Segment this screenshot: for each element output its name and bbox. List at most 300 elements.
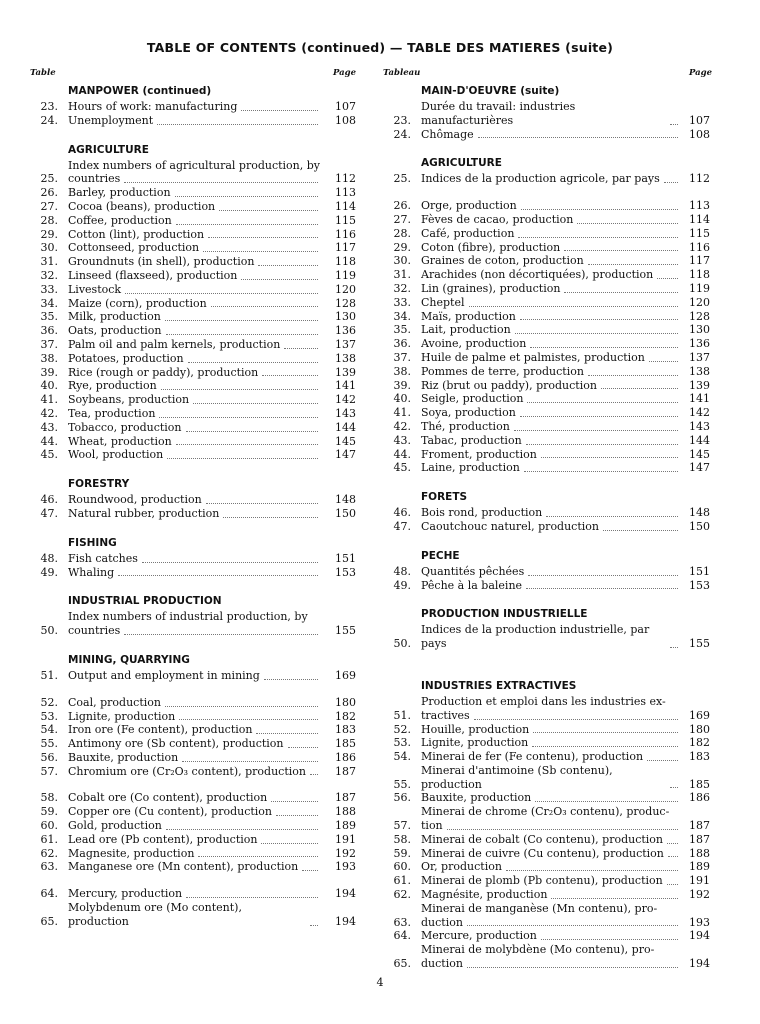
entry-title	[68, 241, 322, 255]
toc-entry[interactable]	[30, 833, 356, 847]
toc-entry[interactable]	[30, 669, 356, 683]
toc-entry[interactable]	[30, 269, 356, 283]
dot-leader	[527, 402, 678, 403]
dot-leader	[166, 334, 319, 335]
table-number: 61.	[393, 874, 411, 888]
entry-title	[421, 565, 682, 579]
section-heading: INDUSTRIES EXTRACTIVES	[421, 679, 577, 692]
entry-title	[421, 268, 682, 282]
table-number: 26.	[40, 186, 58, 200]
entry-label: Minerai d'antimoine (Sb contenu), production	[421, 763, 613, 791]
entry-label: Groundnuts (in shell), production	[68, 255, 255, 269]
toc-entry[interactable]	[30, 241, 356, 255]
table-number: 50.	[40, 624, 58, 638]
table-number: 55.	[40, 737, 58, 751]
toc-entry[interactable]	[383, 351, 710, 365]
section-gap	[383, 141, 710, 154]
toc-entry[interactable]	[383, 750, 710, 764]
page-ref: 148	[689, 506, 710, 520]
toc-entry[interactable]	[30, 847, 356, 861]
entry-label: Cheptel	[421, 295, 465, 309]
page-ref: 183	[335, 723, 356, 737]
entry-label: Minerai de cuivre (Cu contenu), production	[421, 846, 664, 860]
entry-title	[68, 901, 322, 929]
entry-title	[68, 214, 322, 228]
dot-leader	[165, 706, 318, 707]
page-ref: 180	[335, 695, 356, 709]
entry-title	[68, 338, 322, 352]
toc-entry[interactable]	[30, 493, 356, 507]
table-number: 63.	[40, 860, 58, 874]
table-number: 31.	[393, 268, 411, 282]
dot-leader	[241, 279, 318, 280]
entry-label: Rye, production	[68, 379, 157, 393]
dot-leader	[469, 306, 678, 307]
table-number: 38.	[40, 351, 58, 365]
section-gap	[383, 534, 710, 547]
dot-leader	[256, 733, 318, 734]
section-gap	[30, 579, 356, 592]
page-ref: 182	[689, 736, 710, 750]
entry-title	[421, 860, 682, 874]
toc-entry[interactable]	[30, 887, 356, 901]
entry-title	[68, 352, 322, 366]
entry-label: Huile de palme et palmistes, production	[421, 350, 645, 364]
table-number: 41.	[393, 406, 411, 420]
toc-entry[interactable]	[383, 736, 710, 750]
section-gap	[30, 128, 356, 141]
toc-entry[interactable]	[383, 874, 710, 888]
page-ref: 115	[689, 226, 710, 240]
entry-label: Riz (brut ou paddy), production	[421, 378, 597, 392]
toc-entry[interactable]	[30, 751, 356, 765]
entry-gap	[30, 778, 356, 791]
table-number: 39.	[40, 365, 58, 379]
dot-leader	[564, 250, 678, 251]
table-number: 38.	[393, 364, 411, 378]
dot-leader	[667, 884, 678, 885]
entry-label: Wheat, production	[68, 434, 172, 448]
entry-label: Froment, production	[421, 447, 537, 461]
toc-entry[interactable]	[30, 566, 356, 580]
toc-entry[interactable]	[383, 323, 710, 337]
toc-entry[interactable]	[30, 435, 356, 449]
dot-leader	[284, 348, 318, 349]
toc-entry[interactable]	[30, 696, 356, 710]
dot-leader	[264, 679, 318, 680]
table-number: 65.	[40, 914, 58, 928]
table-number: 58.	[40, 791, 58, 805]
toc-entry[interactable]	[383, 520, 710, 534]
dot-leader	[506, 870, 678, 871]
table-number: 52.	[40, 695, 58, 709]
toc-entry[interactable]	[30, 610, 356, 638]
entry-title	[421, 929, 682, 943]
table-number: 24.	[393, 127, 411, 141]
entry-title	[421, 172, 682, 186]
table-number: 63.	[393, 915, 411, 929]
toc-entry[interactable]	[30, 324, 356, 338]
entry-title	[421, 128, 682, 142]
entry-label: Gold, production	[68, 819, 162, 833]
entry-label: Iron ore (Fe content), production	[68, 723, 253, 737]
entry-title	[421, 520, 682, 534]
page-ref: 141	[689, 392, 710, 406]
table-number: 27.	[393, 212, 411, 226]
entry-label: Durée du travail: industries manufacturières	[421, 100, 576, 127]
dot-leader	[670, 647, 678, 648]
entry-label: Seigle, production	[421, 392, 524, 406]
entry-label: Bauxite, production	[421, 791, 532, 805]
page-ref: 194	[689, 957, 710, 971]
toc-entry[interactable]	[30, 100, 356, 114]
page-ref: 188	[689, 846, 710, 860]
entry-label: Coal, production	[68, 695, 161, 709]
section-heading: PECHE	[421, 549, 460, 562]
page-ref: 139	[689, 378, 710, 392]
toc-entry[interactable]	[30, 819, 356, 833]
page-ref: 155	[335, 624, 356, 638]
toc-entry[interactable]	[383, 448, 710, 462]
dot-leader	[124, 634, 318, 635]
toc-entry[interactable]	[383, 365, 710, 379]
page-ref: 130	[335, 310, 356, 324]
entry-label: Magnésite, production	[421, 888, 548, 902]
toc-entry[interactable]	[383, 310, 710, 324]
page-ref: 148	[335, 493, 356, 507]
toc-entry[interactable]	[30, 200, 356, 214]
page-ref: 117	[335, 241, 356, 255]
section-heading: INDUSTRIAL PRODUCTION	[68, 595, 222, 608]
entry-label: Hours of work: manufacturing	[68, 100, 238, 113]
section-gap	[383, 592, 710, 605]
toc-entry[interactable]	[30, 407, 356, 421]
entry-label: Output and employment in mining	[68, 668, 260, 682]
dot-leader	[564, 292, 678, 293]
dot-leader	[546, 516, 678, 517]
entry-gap	[383, 651, 710, 664]
table-number: 32.	[393, 281, 411, 295]
dot-leader	[588, 375, 678, 376]
toc-entry[interactable]	[30, 791, 356, 805]
page-ref: 112	[335, 172, 356, 186]
entry-title	[421, 750, 682, 764]
toc-entry[interactable]	[30, 805, 356, 819]
entry-label: Bois rond, production	[421, 506, 543, 520]
entry-title	[68, 847, 322, 861]
table-number: 36.	[393, 337, 411, 351]
entry-title	[421, 213, 682, 227]
dot-leader	[474, 719, 678, 720]
toc-entry[interactable]	[383, 888, 710, 902]
page-ref: 118	[689, 268, 710, 282]
toc-entry[interactable]	[30, 860, 356, 874]
dot-leader	[124, 182, 318, 183]
entry-title	[421, 392, 682, 406]
table-label: Table	[30, 68, 56, 78]
page-ref: 116	[335, 227, 356, 241]
dot-leader	[664, 182, 678, 183]
table-number: 51.	[393, 708, 411, 722]
toc-entry[interactable]	[383, 723, 710, 737]
toc-entry[interactable]	[30, 366, 356, 380]
table-number: 31.	[40, 255, 58, 269]
toc-entry[interactable]	[383, 943, 710, 971]
entry-label-cont: tion	[421, 819, 443, 833]
toc-entry[interactable]	[383, 100, 710, 128]
table-number: 57.	[40, 764, 58, 778]
entry-label: Potatoes, production	[68, 351, 184, 365]
dot-leader	[467, 925, 678, 926]
entry-title	[68, 269, 322, 283]
page-ref: 187	[689, 819, 710, 833]
table-number: 28.	[40, 213, 58, 227]
toc-entry[interactable]	[383, 254, 710, 268]
entry-title	[68, 566, 322, 580]
entry-label: Minerai de plomb (Pb contenu), production	[421, 874, 663, 888]
entry-label: Indices de la production industrielle, par pays	[421, 623, 650, 651]
page-ref: 191	[335, 832, 356, 846]
entry-title	[421, 579, 682, 593]
table-number: 29.	[40, 227, 58, 241]
dot-leader	[161, 389, 318, 390]
toc-entry[interactable]	[383, 420, 710, 434]
page-ref: 120	[689, 295, 710, 309]
entry-label: Mercury, production	[68, 887, 183, 901]
dot-leader	[288, 747, 318, 748]
entry-title	[421, 736, 682, 750]
table-number: 47.	[393, 519, 411, 533]
dot-leader	[176, 224, 318, 225]
dot-leader	[258, 265, 318, 266]
page-ref: 193	[335, 860, 356, 874]
page-ref: 119	[689, 281, 710, 295]
toc-entry[interactable]	[383, 282, 710, 296]
dot-leader	[241, 110, 318, 111]
entry-label: Cottonseed, production	[68, 241, 200, 255]
entry-title	[68, 765, 322, 779]
entry-label: Index numbers of industrial production, by	[68, 610, 308, 624]
page-ref: 143	[335, 406, 356, 420]
toc-entry[interactable]	[383, 379, 710, 393]
page-ref: 108	[335, 113, 356, 127]
toc-entry[interactable]	[30, 114, 356, 128]
entry-label: Index numbers of agricultural production, by	[68, 158, 321, 172]
entry-title	[421, 833, 682, 847]
entry-title	[421, 323, 682, 337]
entry-title	[68, 887, 322, 901]
toc-entry[interactable]	[30, 283, 356, 297]
entry-label: Pommes de terre, production	[421, 364, 584, 378]
entry-label: Lignite, production	[68, 709, 176, 723]
toc-entry[interactable]	[30, 352, 356, 366]
dot-leader	[188, 362, 318, 363]
dot-leader	[186, 897, 318, 898]
toc-entry[interactable]	[383, 296, 710, 310]
toc-entry[interactable]	[383, 434, 710, 448]
toc-entry[interactable]	[383, 695, 710, 723]
toc-entry[interactable]	[383, 461, 710, 475]
toc-list	[383, 82, 710, 971]
toc-entry[interactable]	[30, 186, 356, 200]
page-ref: 144	[689, 433, 710, 447]
entry-label: Antimony ore (Sb content), production	[68, 737, 284, 751]
toc-entry[interactable]	[383, 833, 710, 847]
entry-title	[68, 407, 322, 421]
table-number: 51.	[40, 668, 58, 682]
toc-entry[interactable]	[383, 172, 710, 186]
section-heading: FORETS	[421, 491, 468, 504]
table-number: 24.	[40, 113, 58, 127]
entry-label: Production et emploi dans les industries ex-	[421, 694, 666, 708]
page-ref: 155	[689, 637, 710, 651]
toc-entry[interactable]	[30, 214, 356, 228]
section-gap	[383, 475, 710, 488]
table-number: 44.	[40, 434, 58, 448]
page-ref: 194	[689, 929, 710, 943]
table-number: 52.	[393, 722, 411, 736]
section-heading: FISHING	[68, 536, 117, 549]
entry-label: Fish catches	[68, 551, 138, 565]
page-ref: 153	[689, 578, 710, 592]
dot-leader	[514, 430, 678, 431]
page-ref: 185	[335, 737, 356, 751]
page-ref: 183	[689, 750, 710, 764]
toc-entry[interactable]	[383, 199, 710, 213]
toc-entry[interactable]	[383, 791, 710, 805]
toc-entry[interactable]	[30, 737, 356, 751]
toc-entry[interactable]	[30, 552, 356, 566]
entry-label-cont: duction	[421, 957, 463, 971]
page-ref: 189	[689, 860, 710, 874]
toc-entry[interactable]	[30, 448, 356, 462]
entry-title	[421, 100, 682, 128]
page-ref: 189	[335, 819, 356, 833]
page-ref: 143	[689, 419, 710, 433]
dot-leader	[193, 403, 318, 404]
entry-title	[421, 847, 682, 861]
page-ref: 194	[335, 914, 356, 928]
toc-entry[interactable]	[30, 228, 356, 242]
toc-entry[interactable]	[30, 507, 356, 521]
toc-entry[interactable]	[30, 297, 356, 311]
page-ref: 107	[689, 113, 710, 127]
entry-label: Graines de coton, production	[421, 254, 584, 268]
entry-title	[68, 435, 322, 449]
page-ref: 187	[689, 832, 710, 846]
toc-entry[interactable]	[383, 860, 710, 874]
table-number: 57.	[393, 819, 411, 833]
table-number: 45.	[40, 448, 58, 462]
toc-entry[interactable]	[30, 379, 356, 393]
column-header	[383, 68, 710, 82]
toc-entry[interactable]	[383, 902, 710, 930]
toc-entry[interactable]	[30, 255, 356, 269]
table-number: 25.	[40, 172, 58, 186]
toc-entry[interactable]	[383, 337, 710, 351]
toc-entry[interactable]	[383, 847, 710, 861]
entry-title	[68, 393, 322, 407]
page-ref: 130	[689, 323, 710, 337]
dot-leader	[670, 124, 678, 125]
table-number: 27.	[40, 199, 58, 213]
table-number: 37.	[40, 337, 58, 351]
page-ref: 142	[689, 406, 710, 420]
toc-entry[interactable]	[383, 268, 710, 282]
entry-title	[421, 623, 682, 651]
entry-title	[68, 723, 322, 737]
toc-entry[interactable]	[383, 565, 710, 579]
entry-label-cont: countries	[68, 172, 121, 186]
dot-leader	[203, 251, 318, 252]
toc-entry[interactable]	[30, 159, 356, 187]
toc-entry[interactable]	[30, 901, 356, 929]
entry-continuation	[421, 709, 682, 723]
page-ref: 153	[335, 565, 356, 579]
entry-label-cont: duction	[421, 915, 463, 929]
page-number: 4	[376, 976, 384, 989]
toc-entry[interactable]	[30, 723, 356, 737]
toc-entry[interactable]	[383, 764, 710, 792]
toc-entry[interactable]	[30, 765, 356, 779]
toc-entry[interactable]	[383, 406, 710, 420]
entry-label: Barley, production	[68, 186, 171, 200]
toc-entry[interactable]	[383, 227, 710, 241]
dot-leader	[165, 320, 318, 321]
toc-entry[interactable]	[30, 393, 356, 407]
dot-leader	[310, 774, 318, 775]
page-ref: 117	[689, 254, 710, 268]
page-ref: 145	[689, 447, 710, 461]
entry-title	[68, 159, 322, 187]
toc-entry[interactable]	[30, 421, 356, 435]
table-number: 26.	[393, 199, 411, 213]
toc-entry[interactable]	[383, 213, 710, 227]
table-number: 58.	[393, 832, 411, 846]
entry-title	[68, 791, 322, 805]
toc-entry[interactable]	[383, 929, 710, 943]
entry-title	[68, 200, 322, 214]
entry-title	[68, 696, 322, 710]
table-number: 64.	[393, 929, 411, 943]
toc-entry[interactable]	[383, 128, 710, 142]
entry-label: Soya, production	[421, 406, 516, 420]
page-ref: 128	[689, 309, 710, 323]
table-number: 35.	[393, 323, 411, 337]
toc-entry[interactable]	[383, 506, 710, 520]
table-number: 36.	[40, 324, 58, 338]
toc-entry[interactable]	[383, 805, 710, 833]
toc-entry[interactable]	[383, 623, 710, 651]
entry-label: Lin (graines), production	[421, 281, 561, 295]
toc-entry[interactable]	[30, 310, 356, 324]
entry-title	[68, 507, 322, 521]
dot-leader	[179, 719, 318, 720]
page-ref: 186	[335, 750, 356, 764]
section-heading: MANPOWER (continued)	[68, 85, 212, 97]
toc-entry[interactable]	[30, 710, 356, 724]
toc-entry[interactable]	[383, 579, 710, 593]
toc-entry[interactable]	[383, 241, 710, 255]
column-header	[30, 68, 356, 82]
toc-entry[interactable]	[383, 392, 710, 406]
entry-label: Arachides (non décortiquées), production	[421, 268, 654, 282]
page-ref: 113	[335, 186, 356, 200]
dot-leader	[467, 967, 678, 968]
dot-leader	[526, 444, 678, 445]
toc-entry[interactable]	[30, 338, 356, 352]
section-heading: FORESTRY	[68, 478, 130, 491]
